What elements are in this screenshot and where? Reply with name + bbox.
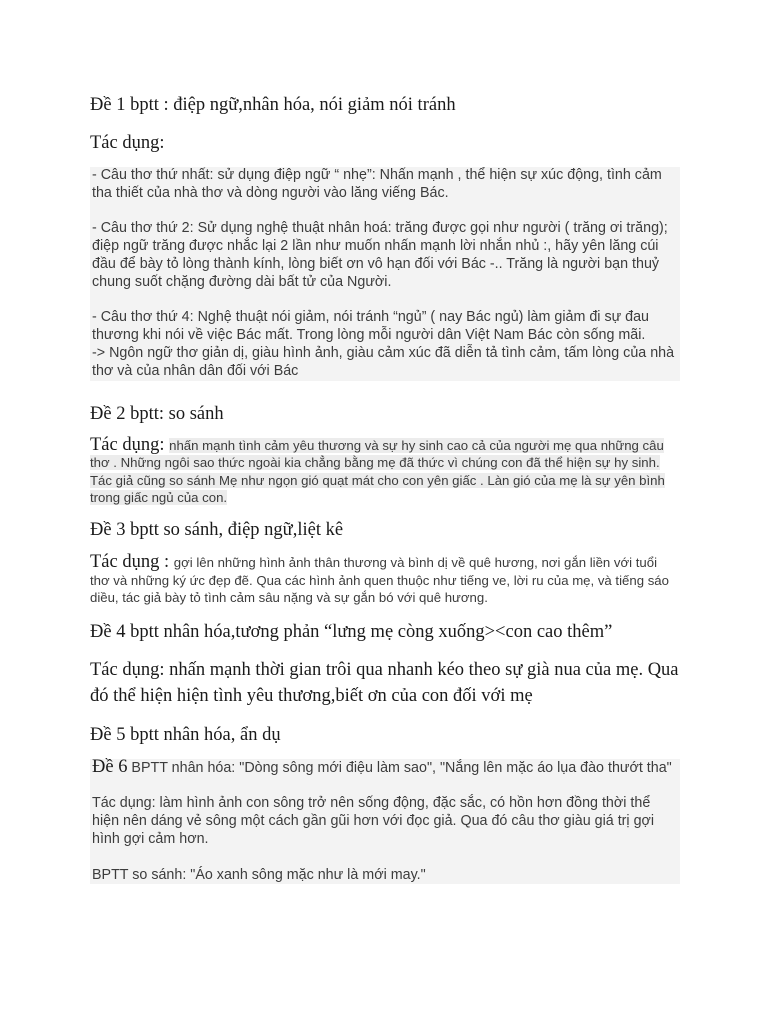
de3-tac-dung-label: Tác dụng : (90, 551, 174, 572)
de3-paragraph (90, 551, 680, 607)
de6-title: Đề 6 (92, 756, 128, 777)
de2-paragraph (90, 434, 680, 507)
de1-paragraph-1: - Câu thơ thứ nhất: sử dụng điệp ngữ “ nhẹ”: Nhấn mạnh , thể hiện sự xúc động, tình cảm tha thiết của nhà thơ và dòng người vào lăng viếng Bác. (92, 167, 662, 201)
de4-title: Đề 4 bptt nhân hóa,tương phản “lưng mẹ còng xuống><con cao thêm” (90, 621, 613, 642)
de6-line-1 (92, 756, 678, 778)
de3-body: gợi lên những hình ảnh thân thương và bình dị về quê hương, nơi gắn liền với tuổi thơ và những ký ức đẹp đẽ. Qua các hình ảnh quen thuộc như tiếng ve, lời ru của mẹ, và tiếng sáo diều, tác giả bày tỏ tình cảm sâu nặng và sự gắn bó với quê hương. (90, 554, 669, 606)
de6-paragraph-3: BPTT so sánh: "Áo xanh sông mặc như là mới may." (92, 866, 426, 883)
de2-tac-dung-label: Tác dụng: (90, 434, 170, 455)
de3-title: Đề 3 bptt so sánh, điệp ngữ,liệt kê (90, 519, 344, 540)
de1-title: Đề 1 bptt : điệp ngữ,nhân hóa, nói giảm nói tránh (90, 95, 456, 115)
de1-analysis-block (90, 167, 680, 381)
document-page (90, 92, 680, 884)
de1-paragraph-4: -> Ngôn ngữ thơ giản dị, giàu hình ảnh, giàu cảm xúc đã diễn tả tình cảm, tấm lòng của nhà thơ và của nhân dân đối với Bác (92, 344, 675, 379)
de6-block (90, 756, 680, 885)
de6-nhan-hoa: BPTT nhân hóa: "Dòng sông mới điệu làm sao", "Nắng lên mặc áo lụa đào thướt tha" (127, 759, 672, 776)
de4-body: Tác dụng: nhấn mạnh thời gian trôi qua nhanh kéo theo sự già nua của mẹ. Qua đó thể hiện hiện tình yêu thương,biết ơn của con đối với mẹ (90, 659, 679, 706)
de2-body: nhấn mạnh tình cảm yêu thương và sự hy sinh cao cả của người mẹ qua những câu thơ . Những ngôi sao thức ngoài kia chẳng bằng mẹ đã thức vì chúng con đã thể hiện sự hy sinh. Tác giả cũng so sánh Mẹ như ngọn gió quạt mát cho con yên giấc . Làn gió của mẹ là sự yên bình trong giấc ngủ của con. (90, 437, 665, 506)
de1-paragraph-2: - Câu thơ thứ 2: Sử dụng nghệ thuật nhân hoá: trăng được gọi như người ( trăng ơi trăng); điệp ngữ trăng được nhắc lại 2 lần như muốn nhấn mạnh lời nhắn nhủ :, hãy yên lăng cúi đầu để bày tỏ lòng thành kính, lòng biết ơn vô hạn đối với Bác -.. Trăng là người bạn thuỷ chung suốt chặng đường dài bất tử của Người. (92, 220, 668, 290)
de2-title: Đề 2 bptt: so sánh (90, 403, 224, 424)
de6-paragraph-2: Tác dụng: làm hình ảnh con sông trở nên sống động, đặc sắc, có hồn hơn đồng thời thể hiện nên dáng vẻ sông một cách gần gũi hơn với đọc giả. Qua đó câu thơ giàu giá trị gợi hình gợi cảm hơn. (92, 795, 655, 847)
de5-title: Đề 5 bptt nhân hóa, ẩn dụ (90, 724, 281, 745)
de1-paragraph-3: - Câu thơ thứ 4: Nghệ thuật nói giảm, nói tránh “ngủ” ( nay Bác ngủ) làm giảm đi sự đau thương khi nói về việc Bác mất. Trong lòng mỗi người dân Việt Nam Bác còn sống mãi. (92, 309, 649, 344)
de1-tac-dung-label: Tác dụng: (90, 133, 165, 153)
